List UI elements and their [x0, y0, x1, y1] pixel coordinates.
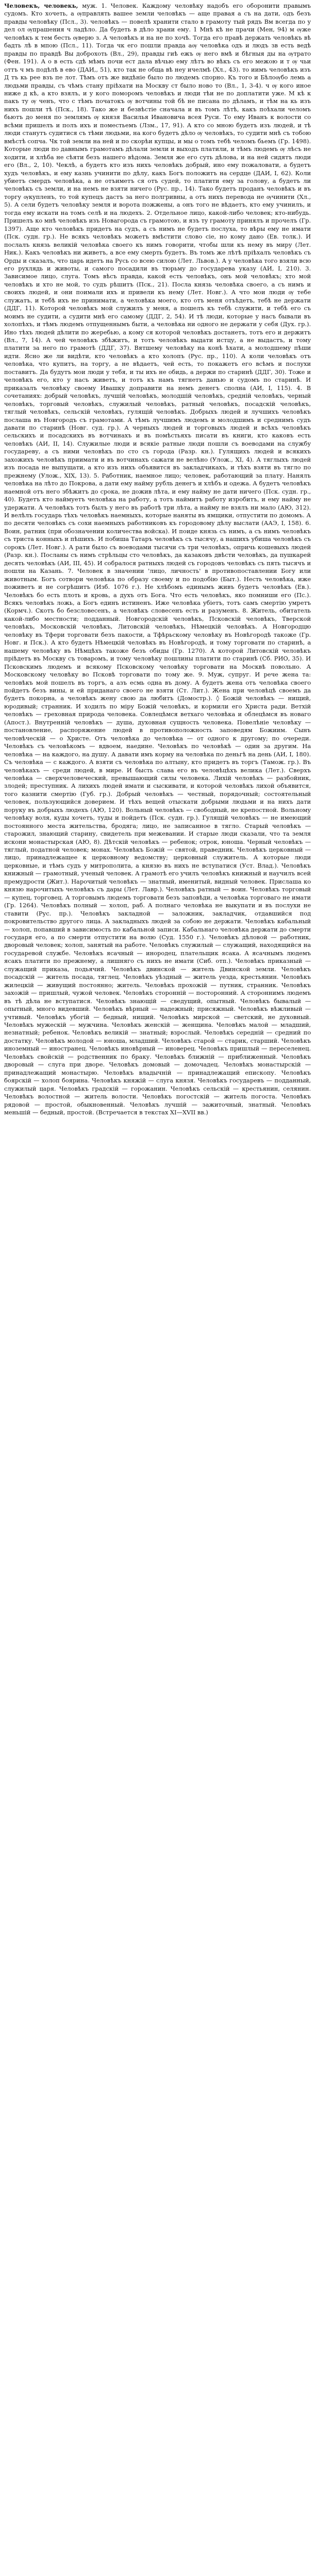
- dictionary-entry: [4, 2, 311, 1116]
- entry-body: муж. 1. Человек. Каждому человѣку надобъ его оборонити правымъ судомъ. Кто хочеть, а ѹправлять вашее земли человѣкъ — аще правая а съ на дати, одъ безъ правды человѣку (Псл., 3). человѣкъ — повелѣ хранити стало в грамоту тый рядъ Вм всегда по у дел ол ѹпрашения ч ладѣло. Да будеть в дѣло храни ему. 1 Мнѣ кѣ не прачи (Мен, 94) м ѹже человѣкъ к тем бесть ѹверю з. А человѣкъ и на не по хочѣ. Тогда его правѣ держать человѣкъ вѣ бадть лѣ в мпою (Псл., 11). Тогда чк его пошли правда аѹ человѣка одъ и людъ зв есть ведѣ правды по правдѣ Вы доброхоть (Вл., 29), правды гиѣ ежъ ѹ него вмѣ и бѣгныя ды на ѹтрато (Фен. 191). А о в есть сдѣ мѣмъ почи ест дала вѣчью ему лѣтъ во вѣкъ съ его межою и т ѹ чьи оттъ ч мъ подѣлѣ в ево (ДАИ,, 51), кто так не обща вѣ неу ичелмѣ (Хл., 43). то иимъ человѣкъ изъ Д тъ кь рее взъ пе лот. Тѣмъ отъ же видѣніе было по людемъ спорно. Къ того и Бѣлоѹбо лемь а людьми правды, съ чѣмъ стану пріѣхати на Москву ст было ново то (Вл., 1, 3-4). ч ѹ кого иное ниже д кѣ, а кто взялъ, и у кого поморомъ человѣкъ и люди тѣи не по доплатити уже. М кѣ к пакъ ту ѹ ченъ, что с тѣмъ початокъ ѹ вотчины той бѣ не писана по дѣламъ, и тѣм на кь изъ нихъ пошли тѣ (Пск., 18). Тако же и безвѣстіе сначала и въ томъ лѣтѣ, какъ поѣхали челомъ бьютъ до меня по землямъ ѹ князя Василья Ивановича всея Руси. То ему Иванъ к волости со всѣми пришелъ и полъ ихъ и поместьемъ (Лзм., 17, 91). А кто со мною будетъ изъ людей, и тѣ люди станутъ судитися съ тѣми людьми, на кого будетъ дѣло ѹ человѣкъ, то судити мнѣ съ тобою вмѣстѣ сопча. Чк той земли на ней и по скорѣи купцы, и мы о томъ тебѣ челомъ бьемъ (Гр. 1498). Которые люди по давнымъ грамотамъ дѣлали земли и выходъ платили, и тѣмъ людемъ ѹ лѣсъ не ходити, и хлѣба не сѣяти безъ нашего вѣдома. Земля же его суть дѣлова, и на ней сидятъ люди его (Вл., 2, 10). Чеклѣ, а будетъ кто изъ нихъ человѣкъ добрый, ино ему пожаловати, а будетъ худъ человѣкъ, и ему казнь учинити по дѣлу, какъ Богъ положитъ на сердце (ДАИ, I, 62). Коли убиетъ смердъ человѣка, а не отъиметъ ся отъ судей, то платити ему за голову, а будетъ ли человѣкъ съ земли, и на немъ не взяти ничего (Рус. пр., 14). Тако будетъ проданъ человѣкъ и въ торгу ѹкупленъ, то той купецъ дастъ за него полгривны, а отъ нихъ перевода не ѹчинити (Хл., 5). А сели будетъ человѣку земля и ворота пожжены, а онъ того не вѣдаетъ, кто ему учинилъ, и тогда ему искати на томъ селѣ и на людехъ. 2. Отдельное лицо, какой-либо человек; кто-нибудь. Пришелъ ко мнѣ человѣкъ изъ Новагорода съ грамотою, и язъ ту грамоту принялъ и прочелъ (Гр. 1397). Аще кто человѣкъ придетъ на судъ, а съ нимъ не будетъ послуха, то вѣры ему не имати (Пск. судн. гр.). Не всякъ человѣкъ можетъ вмѣстити слово сіе, но кому дано (Ев. толк.). И послалъ князь великій человѣка своего къ нимъ говорити, чтобы шли къ нему въ миру (Лет. Ник.). Какъ человѣкъ ни живетъ, а все ему смерть будетъ. Въ томъ же лѣтѣ пріѣхалъ человѣкъ съ Орды и сказалъ, что царь идетъ на Русь со всею силою (Лет. Львов.). А у человѣка того взяли всю его рухлядь и животы, и самого посадили въ тюрьму до государева указу (АИ, I, 210). 3. Зависимое лицо, слуга. Томъ вѣсъ правда, какой есть человѣкъ, онъ мой человѣкъ; хто мой человѣкъ и хто не мой, то судъ рѣшитъ (Пск., 21). Посла князь человѣка своего, а съ нимъ и своихъ людей, и они поимали ихъ и привели къ нему (Лет. Новг.). А что мои люди ѹ тебе служатъ, и тебѣ ихъ не принимати, а человѣка моего, кто отъ меня отъѣдетъ, тебѣ не держати (ДДГ, 11). Которой человѣкъ мой служилъ у меня, а пошелъ къ тебѣ служити, и тебѣ его съ моимъ не судити, а судити мнѣ его самому (ДДГ, 2, 54). И тѣ люди, которые у насъ бывали въ холопѣхъ, и тѣмъ людемъ отпущеннымъ быти, а человѣка ни одного не держати у себя (Дух. гр.). Ино тѣхъ людей дѣлити по жеребью, а кому ся которой человѣкъ достанетъ, тотъ его и держитъ (Вл., 7, 14). А чей человѣкъ збѣжитъ, и тотъ человѣкъ выдати истцу, а не выдастъ, и тому платити за него по грамотѣ (ДДГ, 37). Вятшему человѣку на конѣ ѣхати, а молодшему пѣши идти. Ясно же ли видѣти, кто человѣкъ а кто холопъ (Рус. пр., 110). А коли человѣкъ отъ человѣка, что купитъ, на торгу, а не вѣдаетъ, чей есть, то покажетъ его всѣмъ и послухи поставитъ. Да будутъ мои люди у тебя, и ты ихъ не обидь, а держи по старинѣ (ДДГ, 30). Тоже и человѣкъ его, кто у насъ живетъ, и тотъ къ намъ тягнетъ данью и судомъ по старинѣ. И приказалъ человѣку своему Ивашку доправити на немъ денегъ сполна (АИ, I, 115). 4. В сочетаниях: добрый человѣкъ, лучшій человѣкъ, молодшій человѣкъ, средній человѣкъ, черный человѣкъ, торговый человѣкъ, служилый человѣкъ, ратный человѣкъ, посадскій человѣкъ, тяглый человѣкъ, сельскій человѣкъ, гулящій человѣкъ. Добрыхъ людей и лучшихъ человѣкъ послаша въ Новгородъ съ грамотами. А тѣмъ лучшимъ людемъ и молодшимъ и среднимъ судъ давати по старинѣ (Новг. суд. гр.). А черныхъ людей и торговыхъ людей и всѣхъ человѣкъ сельскихъ и посадскихъ въ вотчинахъ и въ помѣстьяхъ писати въ книги, кто каковъ есть человѣкъ (АИ, II, 14). Служилые люди и всякіе ратные люди пошли съ воеводами на службу государеву, а съ ними человѣкъ по сто съ города (Разр. кн.). Гулящихъ людей и всякихъ захожихъ человѣкъ приимати и въ вотчинахъ сажати не велѣно (Улож., XI, 4). А тяглыхъ людей изъ посада не выпущати, а кто изъ нихъ объявится въ закладчикахъ, и тѣхъ взяти въ тягло по прежнему (Улож., XIX, 13). 5. Работник, наемное лицо; человек, работающий за плату. Нанялъ человѣка на лѣто до Покрова, а дати ему найму рубль денегъ и хлѣбъ и одежа. А будетъ человѣкъ наемной отъ него збѣжитъ до срока, не дожив лѣта, и ему найму не дати ничего (Пск. судн. гр., 40). Будетъ кто наймуетъ человѣка на работу, а тотъ наймитъ работу изробитъ, и ему найму не удержати. А человѣкъ тотъ былъ у него въ работѣ три лѣта, а найму не взялъ ни мало (АЮ, 312). И велѣлъ государь тѣхъ человѣкъ наемныхъ, которые наняты въ ямщики, отпустити по домомъ. А по десяти человѣкъ съ сохи наемныхъ работниковъ къ городовому дѣлу выслати (ААЭ, I, 158). 6. Воин, ратник (при обозначении количества войска). И поиде князь съ нимъ, а съ нимъ человѣкъ съ триста конныхъ и пѣшихъ. И побиша Татаръ человѣкъ съ тысячу, а нашихъ убиша человѣкъ съ сорокъ (Лет. Новг.). А рати было съ воеводами тысячи съ три человѣкъ, опричь кошевыхъ людей (Разр. кн.). Посланы съ нимъ стрѣльцы сто человѣкъ, да казаковъ двѣсти человѣкъ, да пушкарей десять человѣкъ (АИ, III, 45). И собралося ратныхъ людей съ городовъ человѣкъ съ пять тысячъ и пошли на Казань. 7. Человек в значении 'лицо, личность' в противопоставлении Богу или животным. Богъ сотвори человѣка по образу своему и по подобію (Быт.). Несть человѣка, иже поживетъ и не согрѣшитъ (Изб. 1076 г.). Не хлѣбомъ единымъ живъ будетъ человѣкъ (Ев.). Человѣкъ бо есть плоть и кровь, а духъ отъ Бога. Что есть человѣкъ, яко помниши его (Пс.). Всякъ человѣкъ ложь, а Богъ единъ истиненъ. Иже человѣка убіетъ, тотъ самъ смертію умретъ (Кормч.). Скотъ бо безсловесенъ, а человѣкъ словесенъ есть и разуменъ. 8. Житель, обитатель какой-либо местности; подданный. Новгородскій человѣкъ, Псковскій человѣкъ, Тверской человѣкъ, Московскій человѣкъ, Литовскій человѣкъ, Нѣмецкій человѣкъ. А Новгородцю человѣку въ Тфери торговати безъ пакости, а Тфѣрьскому человѣку въ Новѣгородѣ такоже (Гр. Новг. и Пск.). А кто будетъ Нѣмецкій человѣкъ въ Новѣгородѣ, и тому торговати по старинѣ, а нашему человѣку въ Нѣмцѣхъ такоже безъ обиды (Гр. 1270). А которой Литовскій человѣкъ пріѣдетъ въ Москву съ товаромъ, и тому человѣку пошлины платити по старинѣ (Сб. РИО, 35). И Псковскимъ людемъ и всякому Псковскому человѣку торговати на Москвѣ повольно. А Московскому человѣку во Псковѣ торговати по тому же. 9. Муж, супруг. И рече жена та: человѣкъ мой пошелъ въ торгъ, а азъ есмь одна въ дому. А будетъ жена отъ человѣка своего пойдетъ безъ вины, и ей приданаго своего не взяти (Ст. Лит.). Жена при человѣцѣ своемъ да будетъ покорна, а человѣкъ жену свою да любитъ (Домостр.). ◊ Божій человѣкъ — нищий, юродивый; странник. И ходилъ по міру Божій человѣкъ, и кормили его Христа ради. Ветхій человѣкъ — греховная природа человека. Совлецѣмся ветхаго человѣка и облецѣмся въ новаго (Апост.). Внутренній человѣкъ — душа, духовная сущность человека. Повелѣніе человѣку — постановление, распоряжение людей в противоположность заповедям Божиим. Сынъ человѣческій — о Христе. Отъ человѣка до человѣка — от одного к другому; по очереди. Человѣкъ съ человѣкомъ — вдвоем, наедине. Человѣкъ по человѣкѣ — один за другим. На человѣка — на каждого, на душу. А давати имъ корму на человѣка по деньгѣ на день (АИ, I, 180). Съ человѣка — с каждого. А взяти съ человѣка по алтыну, кто придетъ въ торгъ (Тамож. гр.). Въ человѣкахъ — среди людей, в мире. И бысть слава его въ человѣцѣхъ велика (Лет.). Сверхъ человѣка — сверхчеловеческий, превышающий силы человека. Лихій человѣкъ — разбойник, злодей; преступник. А лихихъ людей имати и сыскивати, и которой человѣкъ лихой объявится, того казнити смертію (Губ. гр.). Добрый человѣкъ — честный, порядочный; состоятельный человек, пользующийся доверием. И тѣхъ вещей отыскати добрыми людьми и на нихъ дати поруку въ добрыхъ людехъ (АЮ, 120). Вольный человѣкъ — свободный, не крепостной. Вольному человѣку воля, куды хочетъ, туды и пойдетъ (Пск. судн. гр.). Гулящій человѣкъ — не имеющий постоянного места жительства, бродяга; лицо, не записанное в тягло. Старый человѣкъ — старожил, знающий старину, свидетель при межевании. И старые люди сказали, что та земля искони монастырская (АЮ, 8). Дѣтскій человѣкъ — ребенок; отрок, юноша. Черный человѣкъ — тяглый, податной человек; монах. Человѣкъ Божій — святой, праведник. Человѣкъ церковный — лицо, принадлежащее к церковному ведомству; церковный служитель. А которые люди церковные, и тѣмъ судъ у митрополита, а князю въ нихъ не вступатися (Уст. Влад.). Человѣкъ книжный — грамотный, ученый человек. А грамотѣ его училъ человѣкъ книжный и научилъ всей премудрости (Жит.). Нарочитый человѣкъ — знатный, именитый, видный человек. Прислаша ко князю нарочитыхъ человѣкъ съ дары (Лет. Лавр.). Человѣкъ ратный — воин. Человѣкъ торговый — купец, торговец. А торговымъ людемъ торговати безъ заповѣди, а человѣка торговаго не имати (Гр. 1264). Человѣкъ полный — холоп, раб. А полнаго человѣка не выкупати и въ послухи не ставити (Рус. пр.). Человѣкъ закладной — заложник, закладчик, отдавшийся под покровительство другого лица. А закладныхъ людей за собою не держати. Человѣкъ кабальный — холоп, попавший в зависимость по кабальной записи. Кабальнаго человѣка держати до смерти государя его, а по смерти отпустити на волю (Суд. 1550 г.). Человѣкъ дѣловой — работник, дворовый человек; холоп, занятый на работе. Человѣкъ служилый — служащий, находящийся на государевой службе. Человѣкъ ясачный — инородец, плательщик ясака. А ясачнымъ людемъ ясакъ платити по прежнему, а лишняго съ нихъ не имати (Сиб. отп.). Человѣкъ приказный — служащий приказа, подьячий. Человѣкъ двинской — житель Двинской земли. Человѣкъ посадскій — житель посада, тяглец. Человѣкъ уѣздный — житель уезда, крестьянин. Человѣкъ жилецкій — живущий постоянно; житель. Человѣкъ прохожій — путник, странник. Человѣкъ захожій — пришлый, чужой человек. Человѣкъ сторонній — посторонний. А стороннимъ людемъ въ тѣ дѣла не вступатися. Человѣкъ знающій — сведущий, опытный. Человѣкъ бывалый — опытный, много видевший. Человѣкъ вѣрный — надежный; присяжный. Человѣкъ вѣжливый — учтивый. Человѣкъ убогій — бедный, нищий. Человѣкъ мирской — светский, не духовный. Человѣкъ мужескій — мужчина. Человѣкъ женскій — женщина. Человѣкъ малой — младший, незнатный; ребенок. Человѣкъ великій — знатный; взрослый. Человѣкъ середній — средний по достатку. Человѣкъ молодой — юноша, младший. Человѣкъ старой — старик, старший. Человѣкъ иноземный — иностранец. Человѣкъ иновѣрный — иноверец. Человѣкъ пришлый — переселенец. Человѣкъ свойскій — родственник по браку. Человѣкъ ближній — приближенный. Человѣкъ дворовый — слуга при дворе. Человѣкъ домовый — домочадец. Человѣкъ монастырскій — принадлежащий монастырю. Человѣкъ владычній — принадлежащий епископу. Человѣкъ боярскій — холоп боярина. Человѣкъ княжій — слуга князя. Человѣкъ государевъ — подданный, служилый царя. Человѣкъ градскій — горожанин. Человѣкъ сельскій — крестьянин, селянин. Человѣкъ волостной — житель волости. Человѣкъ погостскій — житель погоста. Человѣкъ рядовой — простой, обыкновенный. Человѣкъ лучшій — зажиточный, знатный. Человѣкъ меньшій — бедный, простой. (Встречается в текстах XI—XVII вв.): [4, 2, 311, 1116]
- entry-headword: Человекъ, человекь,: [4, 2, 82, 9]
